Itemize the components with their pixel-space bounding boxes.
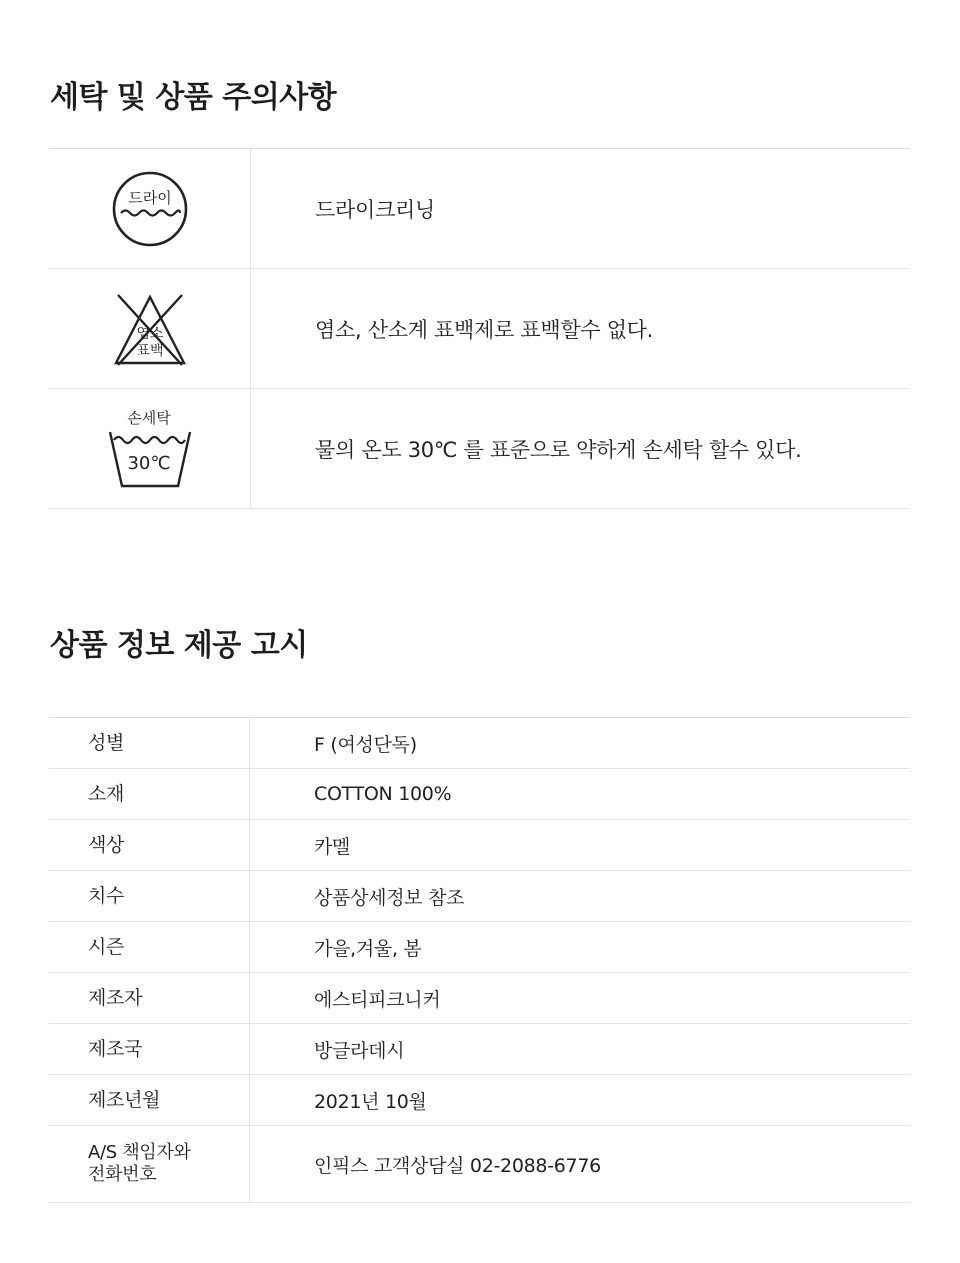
info-value: 가을,겨울, 봄 [314, 937, 422, 960]
info-row-gender [49, 718, 910, 769]
info-section-title: 상품 정보 제공 고시 [50, 628, 308, 663]
info-key: 시즌 [49, 922, 250, 972]
info-row-size [49, 871, 910, 922]
hand-wash-icon-temp: 30℃ [126, 452, 171, 474]
care-row-dry-clean [49, 149, 910, 269]
care-text-dry-clean: 드라이크리닝 [315, 197, 435, 222]
care-row-hand-wash [49, 389, 910, 509]
info-row-as-contact [49, 1126, 910, 1203]
info-key: A/S 책임자와 전화번호 [49, 1126, 250, 1202]
no-bleach-icon-label-bottom: 표백 [135, 342, 164, 359]
dry-clean-icon [112, 171, 188, 247]
care-instructions-table [49, 148, 910, 509]
info-row-manufacture-date [49, 1075, 910, 1126]
hand-wash-icon-label: 손세탁 [126, 408, 171, 427]
info-value: 방글라데시 [314, 1039, 405, 1062]
info-value: 에스티피크니커 [314, 988, 441, 1011]
no-bleach-icon-label-top: 염소 [135, 325, 164, 342]
info-row-country [49, 1024, 910, 1075]
info-key: 제조자 [49, 973, 250, 1023]
care-icon-cell [49, 269, 251, 388]
info-key: 제조국 [49, 1024, 250, 1074]
info-key: 제조년월 [49, 1075, 250, 1125]
info-key: 색상 [49, 820, 250, 870]
info-key: 치수 [49, 871, 250, 921]
no-bleach-icon [112, 291, 188, 367]
product-info-table [49, 717, 910, 1203]
info-row-season [49, 922, 910, 973]
care-section-title: 세탁 및 상품 주의사항 [50, 80, 337, 115]
care-icon-cell [49, 149, 251, 268]
info-value: 인픽스 고객상담실 02-2088-6776 [314, 1154, 601, 1177]
info-value: 상품상세정보 참조 [314, 886, 465, 909]
info-value: COTTON 100% [314, 783, 452, 805]
info-value: 카멜 [314, 835, 351, 858]
care-text-no-bleach: 염소, 산소계 표백제로 표백할수 없다. [315, 317, 654, 342]
info-key: 성별 [49, 718, 250, 768]
care-text-hand-wash: 물의 온도 30℃ 를 표준으로 약하게 손세탁 할수 있다. [315, 437, 802, 462]
info-row-material [49, 769, 910, 820]
hand-wash-icon [108, 408, 192, 490]
care-icon-cell [49, 389, 251, 508]
care-row-no-bleach [49, 269, 910, 389]
info-row-color [49, 820, 910, 871]
info-value: 2021년 10월 [314, 1090, 427, 1113]
info-key: 소재 [49, 769, 250, 819]
dry-clean-icon-label: 드라이 [127, 188, 172, 207]
info-value: F (여성단독) [314, 733, 417, 756]
info-row-manufacturer [49, 973, 910, 1024]
